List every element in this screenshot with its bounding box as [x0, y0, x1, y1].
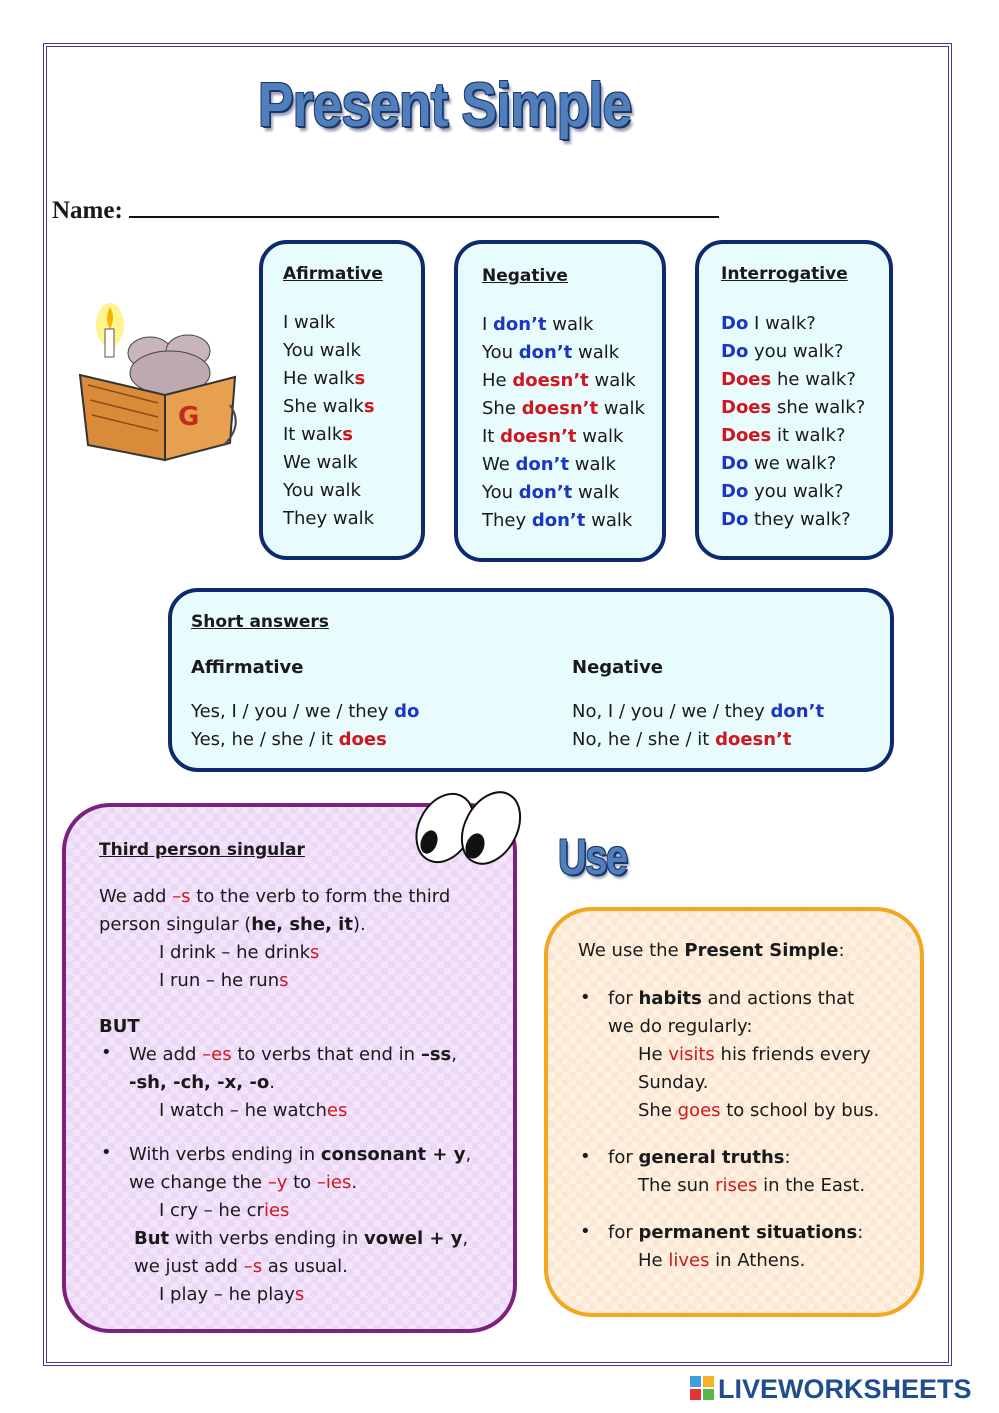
book-mouse-illustration [70, 285, 245, 465]
short-negative-label: Negative [572, 657, 664, 678]
page-title: Present Simple [258, 71, 632, 140]
interrogative-list [721, 310, 865, 534]
list-item: Yes, I / you / we / they do [191, 701, 420, 722]
list-item: I walk [283, 312, 336, 333]
cartoon-eyes-icon [405, 780, 525, 870]
liveworksheets-logo-icon [690, 1376, 714, 1400]
negative-box [454, 240, 666, 562]
list-item: We don’t walk [482, 454, 616, 475]
list-item: Do I walk? [721, 313, 816, 334]
third-but-label: BUT [99, 1016, 140, 1037]
use-intro: We use the Present Simple: [578, 940, 845, 961]
affirmative-heading: Afirmative [283, 264, 383, 284]
list-item: Does he walk? [721, 369, 856, 390]
third-bullet-1: We add –es to verbs that end in –ss, -sh, -ch, -x, -o. I watch – he watches [129, 1044, 457, 1121]
use-box [544, 907, 924, 1317]
third-bullet-2: With verbs ending in consonant + y, we change the –y to –ies. I cry – he cries [129, 1144, 472, 1221]
list-item: They don’t walk [482, 510, 633, 531]
bullet-icon: • [580, 1221, 591, 1242]
third-person-box [62, 803, 517, 1333]
use-permanent: for permanent situations: He lives in Athens. [608, 1222, 864, 1271]
list-item: Yes, he / she / it does [191, 729, 387, 750]
affirmative-list [283, 309, 375, 533]
list-item: It walks [283, 424, 353, 445]
negative-list [482, 311, 645, 535]
name-label: Name: [52, 197, 123, 224]
svg-text:G: G [178, 402, 200, 432]
list-item: Does it walk? [721, 425, 846, 446]
interrogative-heading: Interrogative [721, 264, 848, 284]
short-answers-heading: Short answers [191, 612, 329, 632]
affirmative-box [259, 240, 425, 560]
short-answers-affirmative [191, 654, 419, 754]
list-item: They walk [283, 508, 375, 529]
list-item: It doesn’t walk [482, 426, 624, 447]
interrogative-box [695, 240, 893, 560]
third-vowel-y: But with verbs ending in vowel + y, we just add –s as usual. I play – he plays [134, 1228, 469, 1305]
use-habits: for habits and actions that we do regularly: He visits his friends every Sunday. She goes to school by bus. [608, 988, 880, 1121]
short-answers-box [168, 588, 894, 772]
list-item: You walk [283, 480, 361, 501]
list-item: You walk [283, 340, 361, 361]
list-item: No, I / you / we / they don’t [572, 701, 825, 722]
liveworksheets-brand: LIVEWORKSHEETS [718, 1374, 972, 1404]
short-affirmative-label: Affirmative [191, 657, 304, 678]
list-item: You don’t walk [482, 342, 620, 363]
third-intro: We add –s to the verb to form the third person singular (he, she, it). I drink – he drinks I run – he runs [99, 886, 451, 991]
list-item: We walk [283, 452, 358, 473]
list-item: She walks [283, 396, 375, 417]
bullet-icon: • [101, 1142, 112, 1163]
use-title: Use [558, 829, 627, 885]
negative-heading: Negative [482, 266, 568, 286]
list-item: Do we walk? [721, 453, 837, 474]
bullet-icon: • [580, 987, 591, 1008]
name-field[interactable] [52, 194, 719, 225]
list-item: I don’t walk [482, 314, 594, 335]
bullet-icon: • [580, 1146, 591, 1167]
list-item: She doesn’t walk [482, 398, 645, 419]
short-answers-negative [572, 654, 824, 754]
list-item: Do you walk? [721, 481, 844, 502]
list-item: He doesn’t walk [482, 370, 636, 391]
list-item: Do you walk? [721, 341, 844, 362]
list-item: Does she walk? [721, 397, 866, 418]
bullet-icon: • [101, 1042, 112, 1063]
list-item: Do they walk? [721, 509, 851, 530]
list-item: You don’t walk [482, 482, 620, 503]
list-item: No, he / she / it doesn’t [572, 729, 792, 750]
name-blank[interactable] [129, 194, 719, 218]
list-item: He walks [283, 368, 366, 389]
use-truths: for general truths: The sun rises in the East. [608, 1147, 866, 1196]
third-person-heading: Third person singular [99, 840, 305, 860]
